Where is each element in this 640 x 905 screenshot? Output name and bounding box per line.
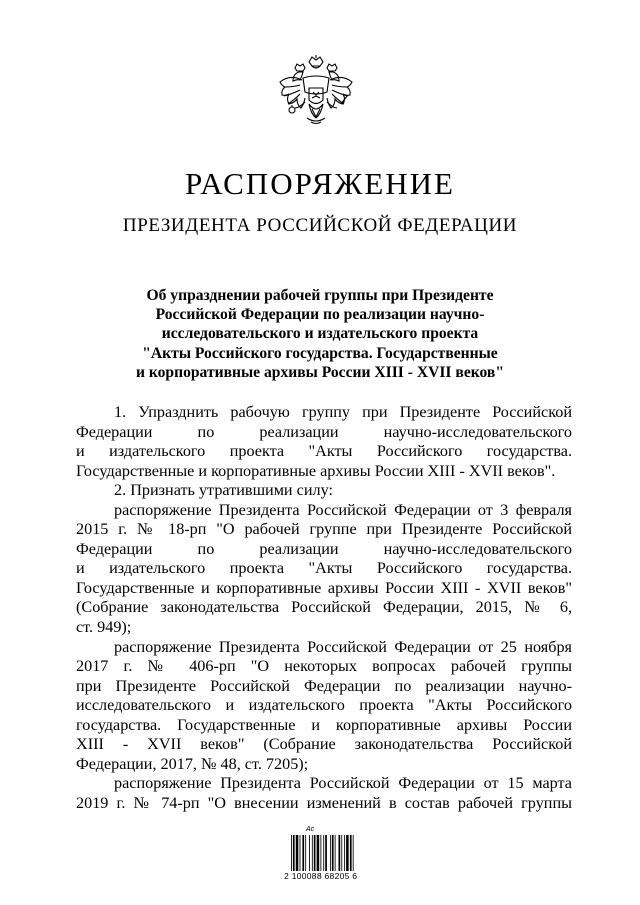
body-line: XIII - XVII веков" (Собрание законодательства Российской — [76, 735, 572, 754]
barcode-number: 2 100088 68205 6 — [284, 871, 358, 881]
body-line: Федерации по реализации научно-исследовательского — [76, 422, 572, 441]
body-line: и издательского проекта "Акты Российского государства. — [76, 442, 572, 461]
issuer-heading: ПРЕЗИДЕНТА РОССИЙСКОЙ ФЕДЕРАЦИИ — [122, 215, 518, 236]
body-line: распоряжение Президента Российской Федерации от 15 марта — [114, 774, 572, 793]
document-body — [76, 403, 572, 813]
barcode-icon — [290, 835, 372, 871]
title-line: Российской Федерации по реализации научно- — [155, 306, 485, 324]
body-line: и издательского проекта "Акты Российского государства. — [76, 559, 572, 578]
body-line: при Президенте Российской Федерации по реализации научно- — [76, 676, 572, 695]
body-line: (Собрание законодательства Российской Федерации, 2015, № 6, — [76, 598, 572, 617]
body-line: распоряжение Президента Российской Федерации от 3 февраля — [114, 500, 572, 519]
body-line: Государственные и корпоративные архивы России XIII - XVII веков" — [76, 578, 572, 597]
body-line: 1. Упразднить рабочую группу при Президенте Российской — [114, 403, 572, 421]
coat-of-arms-icon — [271, 54, 361, 146]
body-line: Федерации по реализации научно-исследовательского — [76, 539, 572, 558]
title-line: Об упразднении рабочей группы при Президенте — [146, 287, 494, 304]
body-line: 2017 г. № 406-рп "О некоторых вопросах рабочей группы — [76, 657, 572, 676]
body-line: Федерации, 2017, № 48, ст. 7205); — [76, 754, 309, 773]
document-type-heading: РАСПОРЯЖЕНИЕ — [185, 166, 455, 201]
title-line: "Акты Российского государства. Государственные — [142, 344, 498, 362]
body-line: ст. 949); — [76, 618, 132, 637]
barcode — [284, 826, 372, 884]
title-line: и корпоративные архивы России XIII - XVII веков" — [135, 363, 505, 381]
document-title — [100, 286, 540, 382]
body-line: исследовательского и издательского проекта "Акты Российского — [76, 696, 572, 715]
body-line: 2019 г. № 74-рп "О внесении изменений в состав рабочей группы — [76, 793, 572, 812]
body-line: 2. Признать утратившими силу: — [114, 481, 333, 500]
body-line: 2015 г. № 18-рп "О рабочей группе при Президенте Российской — [76, 520, 572, 539]
body-line: Государственные и корпоративные архивы России XIII - XVII веков". — [76, 461, 556, 480]
body-line: распоряжение Президента Российской Федерации от 25 ноября — [114, 637, 572, 656]
title-line: исследовательского и издательского проекта — [161, 325, 479, 343]
barcode-mark: Ас — [306, 826, 315, 833]
body-line: государства. Государственные и корпоративные архивы России — [76, 715, 572, 734]
